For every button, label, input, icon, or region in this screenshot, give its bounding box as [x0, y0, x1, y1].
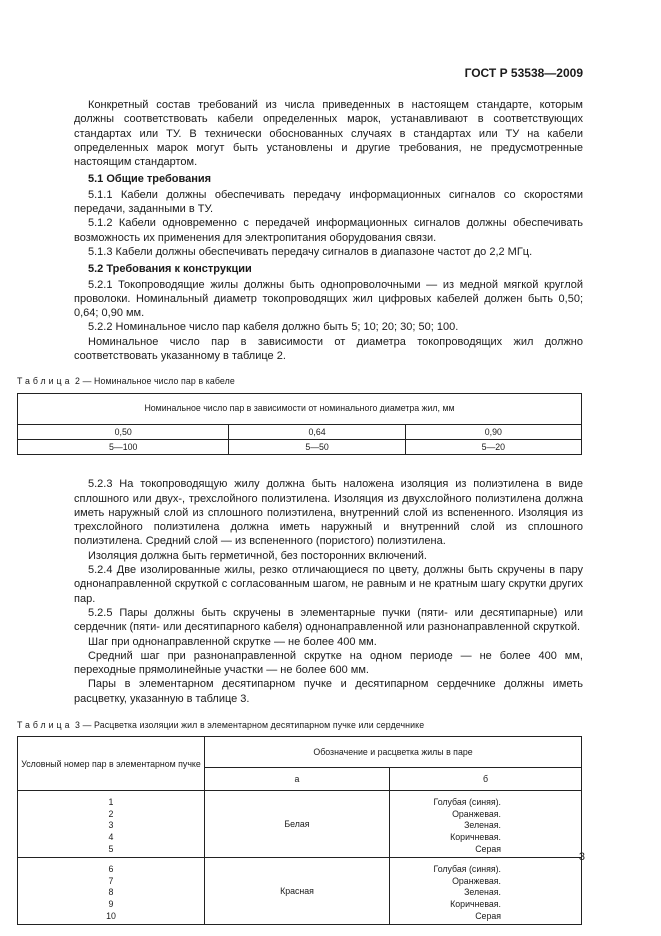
paragraph-5-1-2: 5.1.2 Кабели одновременно с передачей информационных сигналов должны обеспечивать возможность их применения для электропитания оборудования связи.: [74, 217, 583, 244]
table3-color-a: Белая: [205, 791, 390, 858]
table3-sub-b: б: [390, 768, 582, 791]
table3-caption-text: 3 — Расцветка изоляции жил в элементарном десятипарном пучке или сердечнике: [75, 719, 425, 730]
table-row: [18, 858, 582, 925]
paragraph-5-2-1: 5.2.1 Токопроводящие жилы должны быть однопроволочными — из медной мягкой круглой проволоки. Номинальный диаметр токопроводящих жил цифровых кабелей должен быть 0,50; 0,64; 0,90 мм.: [74, 278, 583, 320]
table3-color-header: Обозначение и расцветка жилы в паре: [205, 737, 582, 768]
pair-number: 8: [108, 887, 114, 898]
table2-caption-word: Таблица: [17, 376, 73, 387]
paragraph-5-2-5-c: Средний шаг при разнонаправленной скрутке на одном периоде — не более 400 мм, переходные прямолинейные участки — не более 600 мм.: [74, 649, 583, 677]
table2-pairs-cell: 5—100: [18, 439, 229, 454]
pair-number: 2: [108, 808, 114, 819]
heading-5-2: 5.2 Требования к конструкции: [88, 263, 252, 276]
table2-pairs-cell: 5—50: [229, 439, 405, 454]
pair-number: 3: [108, 820, 114, 831]
document-id-header: ГОСТ Р 53538—2009: [464, 66, 583, 80]
table-row: [18, 791, 582, 858]
paragraph-5-2-2-b: Номинальное число пар в зависимости от диаметра токопроводящих жил должно соответствовать указанному в таблице 2.: [74, 335, 583, 363]
wire-color: Зеленая.: [464, 887, 501, 898]
pair-number: 10: [106, 910, 116, 921]
heading-5-1: 5.1 Общие требования: [88, 173, 212, 186]
wire-color: Коричневая.: [450, 899, 501, 910]
table-2: [17, 393, 582, 456]
page-number: 3: [578, 851, 585, 863]
paragraph-5-2-4: 5.2.4 Две изолированные жилы, резко отличающиеся по цвету, должны быть скручены в пару однонаправленной скруткой с согласованным шагом, не равным и не кратным шагу скрутки других пар.: [74, 564, 583, 605]
paragraph-5-2-5-b: Шаг при однонаправленной скрутке — не более 400 мм.: [88, 635, 377, 648]
table2-diameter-cell: 0,64: [229, 424, 405, 439]
wire-color: Оранжевая.: [452, 808, 501, 819]
table2-header: Номинальное число пар в зависимости от номинального диаметра жил, мм: [18, 393, 582, 424]
paragraph-5-1-1: 5.1.1 Кабели должны обеспечивать передачу информационных сигналов со скоростями передачи, заданными в ТУ.: [74, 188, 583, 216]
document-body: [17, 98, 583, 925]
table3-colors-b: [390, 791, 582, 858]
table3-caption-word: Таблица: [17, 719, 73, 730]
paragraph-5-2-3-b: Изоляция должна быть герметичной, без посторонних включений.: [88, 549, 427, 562]
table2-diameter-cell: 0,50: [18, 424, 229, 439]
wire-color: Голубая (синяя).: [433, 864, 501, 875]
table3-color-a: Красная: [205, 858, 390, 925]
paragraph-intro: Конкретный состав требований из числа приведенных в настоящем стандарте, которым должны соответствовать кабели определенных марок, устанавливают в соответствующих стандартах или ТУ. В технически обоснованных случаях в стандартах или ТУ на кабели определенных марок могут быть установлены и другие требования, не предусмотренные настоящим стандартом.: [74, 99, 583, 169]
table2-caption-text: 2 — Номинальное число пар в кабеле: [75, 376, 235, 387]
pair-number: 1: [108, 797, 114, 808]
wire-color: Коричневая.: [450, 832, 501, 843]
table2-caption: [17, 374, 583, 388]
table3-pair-numbers: [18, 791, 205, 858]
table2-pairs-cell: 5—20: [405, 439, 581, 454]
table3-pair-numbers: [18, 858, 205, 925]
table2-diameter-cell: 0,90: [405, 424, 581, 439]
pair-number: 7: [108, 875, 114, 886]
table3-sub-a: а: [205, 768, 390, 791]
table3-caption: [17, 718, 583, 732]
paragraph-5-2-5-d: Пары в элементарном десятипарном пучке и десятипарном сердечнике должны иметь расцветку, указанную в таблице 3.: [74, 678, 583, 705]
paragraph-5-2-5: 5.2.5 Пары должны быть скручены в элементарные пучки (пяти- или десятипарные) или сердечник (пяти- или десятипарного кабеля) однонаправленной или разнонаправленной скруткой.: [74, 606, 583, 634]
wire-color: Зеленая.: [464, 820, 501, 831]
wire-color: Оранжевая.: [452, 875, 501, 886]
pair-number: 6: [108, 864, 114, 875]
wire-color: Серая: [475, 910, 501, 921]
pair-number: 9: [108, 899, 114, 910]
paragraph-5-1-3: 5.1.3 Кабели должны обеспечивать передачу сигналов в диапазоне частот до 2,2 МГц.: [88, 245, 533, 258]
wire-color: Голубая (синяя).: [433, 797, 501, 808]
table3-colors-b: [390, 858, 582, 925]
paragraph-5-2-2: 5.2.2 Номинальное число пар кабеля должно быть 5; 10; 20; 30; 50; 100.: [88, 321, 459, 334]
table3-col1-header: Условный номер пар в элементарном пучке: [18, 737, 205, 791]
pair-number: 4: [108, 832, 114, 843]
table-3: [17, 736, 582, 925]
wire-color: Серая: [475, 843, 501, 854]
paragraph-5-2-3: 5.2.3 На токопроводящую жилу должна быть наложена изоляция из полиэтилена в виде сплошного или двух-, трехслойного полиэтилена. Изоляция из двухслойного полиэтилена должна иметь наружный слой из сплошного полиэтилена, внутренний слой из вспененного. Изоляция из трехслойного полиэтилена должна иметь наружный и внутренний слой из сплошного полиэтилена. Средний слой — из вспененного (пористого) полиэтилена.: [74, 478, 583, 548]
pair-number: 5: [108, 843, 114, 854]
